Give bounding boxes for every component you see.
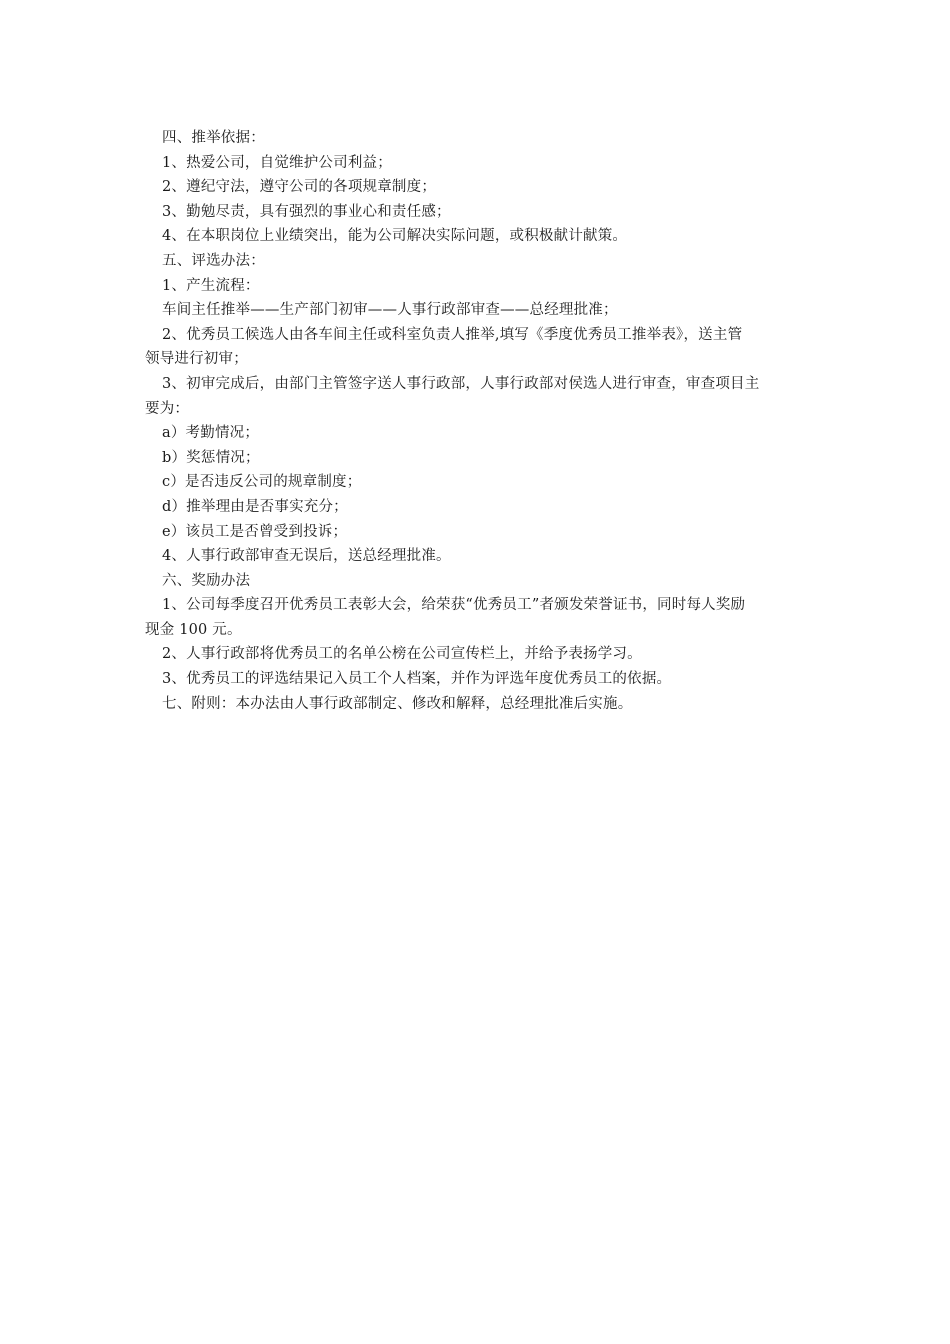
section-4-item: 2、遵纪守法，遵守公司的各项规章制度； xyxy=(162,179,437,196)
section-6-item-3: 3、优秀员工的评选结果记入员工个人档案，并作为评选年度优秀员工的依据。 xyxy=(162,671,672,688)
section-5-step-3-line: 3、初审完成后，由部门主管签字送人事行政部，人事行政部对侯选人进行审查，审查项目主 xyxy=(162,375,760,392)
section-6-item-1-line: 1、公司每季度召开优秀员工表彰大会，给荣获“优秀员工”者颁发荣誉证书，同时每人奖励 xyxy=(162,597,746,614)
section-7: 七、附则：本办法由人事行政部制定、修改和解释，总经理批准后实施。 xyxy=(162,695,633,712)
review-item: c）是否违反公司的规章制度； xyxy=(162,474,362,491)
section-5-heading: 五、评选办法： xyxy=(162,252,265,269)
section-5-step-1-flow: 车间主任推举——生产部门初审——人事行政部审查——总经理批准； xyxy=(162,302,618,319)
review-item: d）推举理由是否事实充分； xyxy=(162,498,348,515)
section-4-item: 1、热爱公司，自觉维护公司利益； xyxy=(162,154,392,171)
section-4-item: 4、在本职岗位上业绩突出，能为公司解决实际问题，或积极献计献策。 xyxy=(162,228,628,245)
section-5-step-4: 4、人事行政部审查无误后，送总经理批准。 xyxy=(162,548,451,565)
section-5-step-2-line: 领导进行初审； xyxy=(145,351,248,368)
section-5-step-3-line: 要为： xyxy=(145,400,190,417)
section-5-step-1-title: 1、产生流程： xyxy=(162,277,260,294)
review-item: b）奖惩情况； xyxy=(162,449,260,466)
section-4-item: 3、勤勉尽责，具有强烈的事业心和责任感； xyxy=(162,203,451,220)
section-4-heading: 四、推举依据： xyxy=(162,130,265,146)
section-6-item-1-line: 现金 100 元。 xyxy=(145,621,242,638)
section-6-item-2: 2、人事行政部将优秀员工的名单公榜在公司宣传栏上，并给予表扬学习。 xyxy=(162,646,642,663)
section-5-step-2-line: 2、优秀员工候选人由各车间主任或科室负责人推举,填写《季度优秀员工推举表》，送主管 xyxy=(162,326,743,343)
section-6-heading: 六、奖励办法 xyxy=(162,572,251,589)
document-body xyxy=(145,126,811,716)
review-item: e）该员工是否曾受到投诉； xyxy=(162,523,348,540)
review-item: a）考勤情况； xyxy=(162,425,260,442)
